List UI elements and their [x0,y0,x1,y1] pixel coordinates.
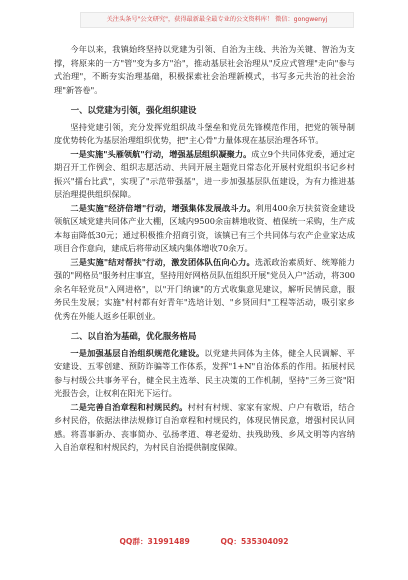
qq-number-label: QQ：535304092 [220,537,289,546]
section-1-item-1-text: 成立9个共同体党委，通过定期召开工作例会、组织志愿活动、共同开展主题党日常态化开展村党组织书记乡村振兴"擂台比武"，实现了"示范带强基"，进一步加强基层队伍建设，为有力推进基层治理提供组织保障。 [54,148,355,199]
section-1-heading: 一、以党建为引领，强化组织建设 [70,105,197,115]
section-1-item-3-text: 选派政治素质好、统筹能力强的"网格员"服务村庄事宜，坚持用好网格员队伍组织开展"党员入户"活动，将300余名年轻党员"入网进格"，以"开门纳谏"的方式收集意见建议，解听民情民意，服务民生发展；实施"村村都有好青年"选培计划、"乡贤回归"工程等活动，吸引家乡优秀在外能人返乡任职创业。 [54,256,355,321]
section-2-item-2-lead: 二是完善自治章程和村规民约。 [70,401,188,412]
section-1-item-1 [54,148,355,202]
document-body [54,43,355,455]
section-2-item-1-lead: 一是加强基层自治组织规范化建设。 [70,347,205,358]
promo-banner: 关注头条号"公文研究"，获得最新最全最专业的公文资料库！ 微信：gongwenyj [80,12,354,28]
section-2-item-2 [54,401,355,455]
section-2-item-1-text: 以党建共同体为主体，健全人民调解、平安建设、五零创建、预防诈骗等工作体系，发挥"1+N"自治体系的作用。拓展村民参与村级公共事务平台，健全民主选举、民主决策的工作机制，坚持"三务三资"阳光报告会，让权利在阳光下运行。 [54,347,355,398]
section-2-item-1 [54,347,355,401]
contact-footer [0,536,408,547]
qq-group-label: QQ群：31991489 [119,537,190,546]
section-1-item-1-lead: 一是实施"头雁领航"行动，增强基层组织凝聚力。 [70,148,252,159]
section-2-item-2-text: 村村有村规、家家有家规、户户有敬语，结合乡村民俗，依据法律法规修订自治章程和村规民约，体现民情民意，增强村民认同感。将喜事新办、丧事简办、弘扬孝道、尊老爱幼、扶残助残、乡风文明等内容纳入自治章程和村规民约，为村民自治提供制度保障。 [54,401,355,452]
intro-paragraph: 今年以来，我镇始终坚持以党建为引领、自治为主线、共治为关键、智治为支撑，将原来的一方"管"变为多方"治"，推动基层社会治理从"反应式管理"走向"参与式治理"，不断夯实治理基础，积极探索社会治理新模式，书写多元共治的社会治理"新答卷"。 [54,44,355,95]
section-1-item-2 [54,202,355,256]
section-1-item-2-lead: 二是实施"经济倍增"行动，增强集体发展战斗力。 [70,202,256,213]
section-1-item-3-lead: 三是实施"结对帮扶"行动，激发团体队伍向心力。 [70,256,255,267]
section-2-heading: 二、以自治为基础，优化服务格局 [70,331,197,341]
section-1-intro: 坚持党建引领，充分发挥党组织战斗堡垒和党员先锋模范作用，把党的领导制度优势转化为基层治理组织优势，把"主心骨"力量体现在基层治理各环节。 [54,121,355,145]
section-1-item-2-text: 利用400余万扶贫资金建设领航区域党建共同体产业大棚，区域内9500余亩耕地收资、植保统一采购，生产成本每亩降低30元；通过积极推介招商引资，该镇已有三个共同体与农产企业家达成项目合作意向，建成后将带动区域内集体增收70余万。 [54,202,355,253]
section-1-item-3 [54,256,355,324]
